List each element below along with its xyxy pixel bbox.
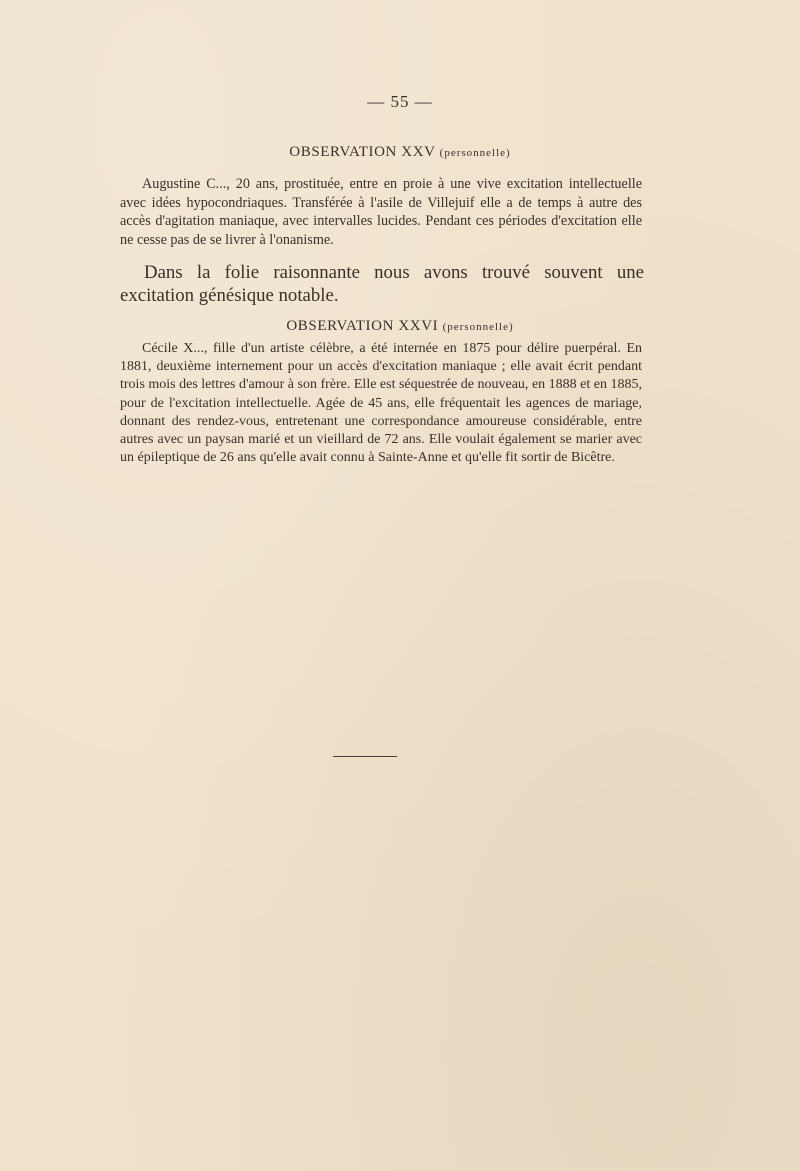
observation-25-body: Augustine C..., 20 ans, prostituée, entre en proie à une vive excitation intellectuelle avec idées hypocondriaques. Transférée à l'asile de Villejuif elle a de temps à autre des accès d'agitation maniaque, avec intervalles lucides. Pendant ces périodes d'excitation elle ne cesse pas de se livrer à l'onanisme. xyxy=(120,176,642,248)
observation-26-body: Cécile X..., fille d'un artiste célèbre, a été internée en 1875 pour délire puerpéral. En 1881, deuxième internement pour un accès d'excitation maniaque ; elle avait écrit pendant trois mois des lettres d'amour à son frère. Elle est séquestrée de nouveau, en 1888 et en 1885, pour de l'excitation intellectuelle. Agée de 45 ans, elle fréquentait les agences de mariage, donnant des rendez-vous, entretenant une correspondance amoureuse considérable, entre autres avec un paysan marié et un vieillard de 72 ans. Elle voulait également se marier avec un épileptique de 26 ans qu'elle avait connu à Sainte-Anne et qu'elle fit sortir de Bicêtre. xyxy=(120,341,642,466)
observation-26-subtitle: (personnelle) xyxy=(442,321,514,333)
observation-26-heading xyxy=(0,318,800,335)
page-number: — 55 — xyxy=(367,92,433,111)
observation-26-title: OBSERVATION XXVI xyxy=(286,318,439,334)
folie-raisonnante-statement: Dans la folie raisonnante nous avons trouvé souvent une excitation génésique notable. xyxy=(120,262,644,306)
observation-25-heading xyxy=(0,144,800,161)
observation-25-title: OBSERVATION XXV xyxy=(289,144,436,160)
end-rule-divider xyxy=(333,756,397,757)
observation-25-subtitle: (personnelle) xyxy=(439,147,511,159)
